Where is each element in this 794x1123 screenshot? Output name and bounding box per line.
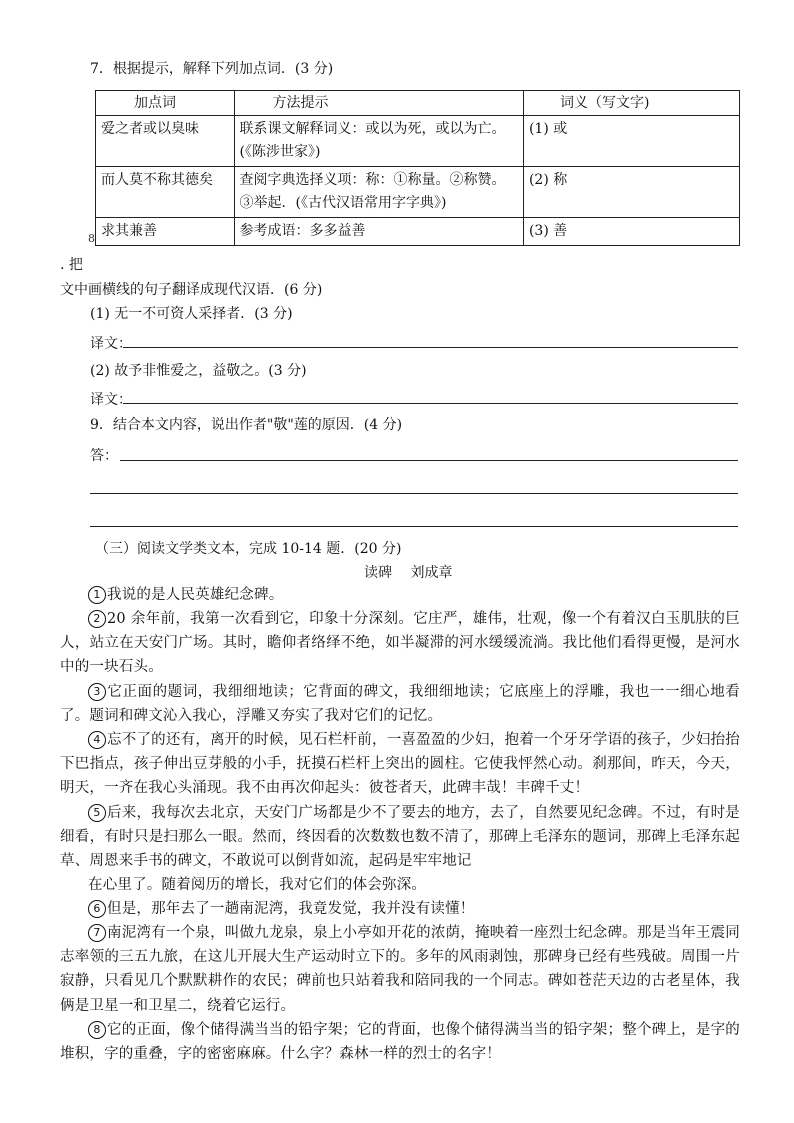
hint-table — [95, 90, 740, 246]
header-word: 加点词 — [96, 91, 235, 116]
question-8-prompt: 文中画横线的句子翻译成现代汉语．(6 分) — [60, 282, 323, 298]
row-hint: 查阅字典选择义项：称：①称量。②称赞。③举起．(《古代汉语常用字字典》) — [234, 167, 523, 218]
paragraph-text: 后来，我每次去北京，天安门广场都是少不了要去的地方，去了，自然要见纪念碑。不过，有时是细看，有时只是扫那么一眼。然而，终因看的次数数也数不清了，那碑上毛泽东的题词，那碑上毛泽东起草、周恩来手书的碑文，不敢说可以倒背如流，起码是牢牢地记 — [60, 805, 740, 870]
table-row — [96, 167, 740, 218]
paragraph-5-continued — [60, 873, 740, 897]
paragraph-number: 8 — [88, 1021, 106, 1039]
table-row — [96, 116, 740, 167]
row-word: 而人莫不称其德矣 — [96, 167, 235, 218]
paragraph-number: 6 — [88, 900, 106, 918]
section-3-heading: （三）阅读文学类文本，完成 10-14 题．(20 分) — [95, 541, 402, 557]
paragraph-text: 20 余年前，我第一次看到它，印象十分深刻。它庄严，雄伟，壮观，像一个有着汉白玉肌肤的巨人，站立在天安门广场。其时，瞻仰者络绎不绝，如半凝滞的河水缓缓流淌。我比他们看得更慢，是河水中的一块石头。 — [60, 611, 740, 676]
row-meaning: (3) 善 — [523, 218, 739, 246]
question-7-prompt: 7．根据提示，解释下列加点词．(3 分) — [90, 61, 334, 77]
paragraph-text: 南泥湾有一个泉，叫做九龙泉，泉上小亭如开花的浓荫，掩映着一座烈士纪念碑。那是当年王震同志率领的三五九旅，在这儿开展大生产运动时立下的。多年的风雨剥蚀，那碑身已经有些残破。周围一片寂静，只看见几个默默耕作的农民；碑前也只站着我和陪同我的一个同志。碑如苍茫天边的古老星体，我俩是卫星一和卫星二，绕着它运行。 — [60, 925, 740, 1014]
question-8-sentence-1: (1) 无一不可资人采择者．(3 分) — [90, 306, 293, 322]
translation-label-2: 译文： — [90, 392, 132, 408]
article-title: 读碑 刘成章 — [364, 565, 453, 581]
paragraph-number: 2 — [88, 610, 106, 628]
row-word: 爱之者或以臭味 — [96, 116, 235, 167]
paragraph-1 — [60, 583, 740, 607]
paragraph-8 — [60, 1018, 740, 1066]
paragraph-number: 4 — [88, 731, 106, 749]
translation-label-1: 译文： — [90, 336, 132, 352]
paragraph-text: 它的正面，像个储得满当当的铅字架；它的背面，也像个储得满当当的铅字架；整个碑上，是字的堆积，字的重叠，字的密密麻麻。什么字？森林一样的烈士的名字！ — [60, 1022, 740, 1063]
paragraph-3 — [60, 680, 740, 728]
answer-line[interactable] — [123, 347, 738, 348]
row-meaning: (2) 称 — [523, 167, 739, 218]
question-8-sentence-2: (2) 故予非惟爱之，益敬之。(3 分) — [90, 363, 307, 379]
paragraph-text: 我说的是人民英雄纪念碑。 — [107, 587, 284, 603]
answer-line[interactable] — [90, 493, 738, 494]
table-row — [96, 218, 740, 246]
answer-line[interactable] — [120, 460, 738, 461]
paragraph-text: 但是，那年去了一趟南泥湾，我竟发觉，我并没有读懂！ — [107, 901, 475, 917]
paragraph-6 — [60, 897, 740, 921]
paragraph-text: 它正面的题词，我细细地读；它背面的碑文，我细细地读；它底座上的浮雕，我也一一细心地看了。题词和碑文沁入我心，浮雕又夯实了我对它们的记忆。 — [60, 684, 740, 725]
paragraph-number: 1 — [88, 586, 106, 604]
answer-line[interactable] — [90, 526, 738, 527]
paragraph-5 — [60, 801, 740, 874]
answer-line[interactable] — [123, 403, 738, 404]
row-meaning: (1) 或 — [523, 116, 739, 167]
hint-table-header — [96, 91, 740, 116]
paragraph-7 — [60, 921, 740, 1018]
row-hint: 参考成语：多多益善 — [234, 218, 523, 246]
paragraph-4 — [60, 728, 740, 801]
question-8-number: 8 — [88, 232, 95, 245]
paragraph-2 — [60, 607, 740, 680]
question-9-prompt: 9．结合本文内容，说出作者"敬"莲的原因．(4 分) — [90, 417, 403, 433]
paragraph-number: 3 — [88, 683, 106, 701]
paragraph-text: 在心里了。随着阅历的增长，我对它们的体会弥深。 — [88, 877, 427, 893]
row-hint: 联系课文解释词义：或以为死，或以为亡。(《陈涉世家》) — [234, 116, 523, 167]
paragraph-number: 5 — [88, 804, 106, 822]
paragraph-number: 7 — [88, 924, 106, 942]
question-8-ba: . 把 — [60, 257, 83, 273]
answer-label: 答： — [90, 448, 118, 464]
header-meaning: 词义（写文字) — [523, 91, 739, 116]
header-hint: 方法提示 — [234, 91, 523, 116]
paragraph-text: 忘不了的还有，离开的时候，见石栏杆前，一喜盈盈的少妇，抱着一个牙牙学语的孩子，少妇抬抬下巴指点，孩子伸出豆芽般的小手，抚摸石栏杆上突出的圆柱。它使我怦然心动。刹那间，昨天，今天，明天，一齐在我心头涌现。我不由再次仰起头：彼苍者天，此碑丰哉！丰碑千丈！ — [60, 732, 740, 797]
row-word: 求其兼善 — [96, 218, 235, 246]
